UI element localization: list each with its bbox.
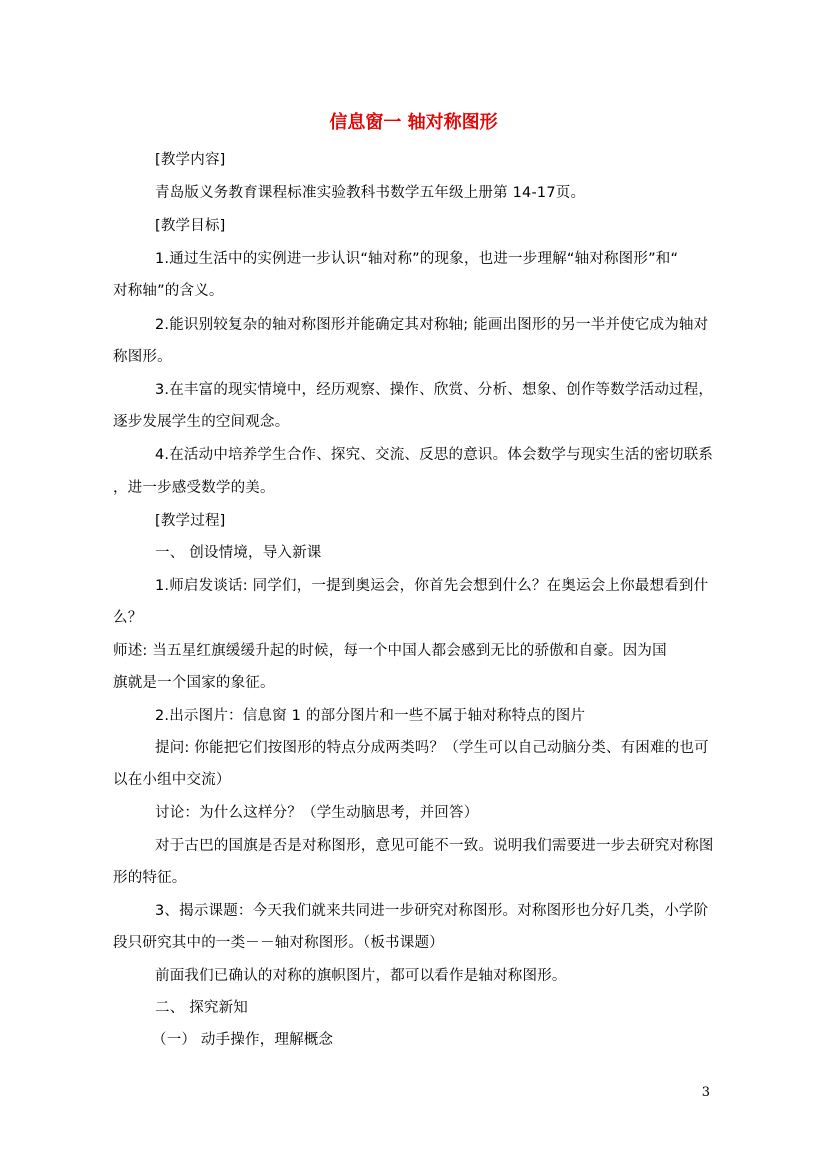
question-line-2: 以在小组中交流）	[113, 772, 231, 788]
paragraph-textbook: 青岛版义务教育课程标准实验教科书数学五年级上册第 14-17页。	[155, 185, 586, 201]
step-2-heading: 二、 探究新知	[155, 1000, 249, 1016]
goal-3-line-2: 逐步发展学生的空间观念。	[113, 414, 290, 430]
reveal-topic-line-1: 3、揭示课题：今天我们就来共同进一步研究对称图形。对称图形也分好几类，小学阶	[155, 903, 709, 919]
question-line-1: 提问: 你能把它们按图形的特点分成两类吗？（学生可以自己动脑分类、有困难的也可	[155, 740, 709, 756]
discussion: 讨论：为什么这样分？（学生动脑思考，并回答）	[155, 805, 479, 821]
reveal-topic-line-2: 段只研究其中的一类－－轴对称图形。（板书课题）	[113, 935, 444, 951]
step-1-talk-line-2: 么？	[113, 610, 143, 626]
section-heading-goals: [教学目标]	[155, 218, 226, 234]
goal-2-line-1: 2.能识别较复杂的轴对称图形并能确定其对称轴; 能画出图形的另一半并使它成为轴对	[155, 317, 709, 333]
goal-2-line-2: 称图形。	[113, 349, 172, 365]
teacher-statement-line-1: 师述: 当五星红旗缓缓升起的时候，每一个中国人都会感到无比的骄傲和自豪。因为国	[113, 643, 667, 659]
substep-1-heading: （一） 动手操作，理解概念	[152, 1032, 334, 1048]
document-title: 信息窗一 轴对称图形	[329, 112, 498, 133]
teacher-statement-line-2: 旗就是一个国家的象征。	[113, 675, 275, 691]
page-number: 3	[701, 1085, 710, 1100]
flag-pictures-summary: 前面我们已确认的对称的旗帜图片，都可以看作是轴对称图形。	[155, 968, 567, 984]
goal-1-line-1: 1.通过生活中的实例进一步认识“轴对称”的现象，也进一步理解“轴对称图形”和“	[155, 251, 679, 267]
cuba-flag-line-2: 形的特征。	[113, 870, 187, 886]
section-heading-content: [教学内容]	[155, 152, 226, 168]
step-1-heading: 一、 创设情境，导入新课	[155, 545, 322, 561]
goal-4-line-1: 4.在活动中培养学生合作、探究、交流、反思的意识。体会数学与现实生活的密切联系	[155, 447, 714, 463]
goal-3-line-1: 3.在丰富的现实情境中，经历观察、操作、欣赏、分析、想象、创作等数学活动过程，	[155, 382, 714, 398]
cuba-flag-line-1: 对于古巴的国旗是否是对称图形，意见可能不一致。说明我们需要进一步去研究对称图	[155, 838, 714, 854]
show-pictures: 2.出示图片：信息窗 1 的部分图片和一些不属于轴对称特点的图片	[155, 708, 586, 724]
goal-1-line-2: 对称轴”的含义。	[113, 283, 224, 299]
section-heading-process: [教学过程]	[155, 513, 226, 529]
goal-4-line-2: ，进一步感受数学的美。	[113, 480, 275, 496]
step-1-talk-line-1: 1.师启发谈话: 同学们，一提到奥运会，你首先会想到什么？在奥运会上你最想看到什	[155, 578, 709, 594]
